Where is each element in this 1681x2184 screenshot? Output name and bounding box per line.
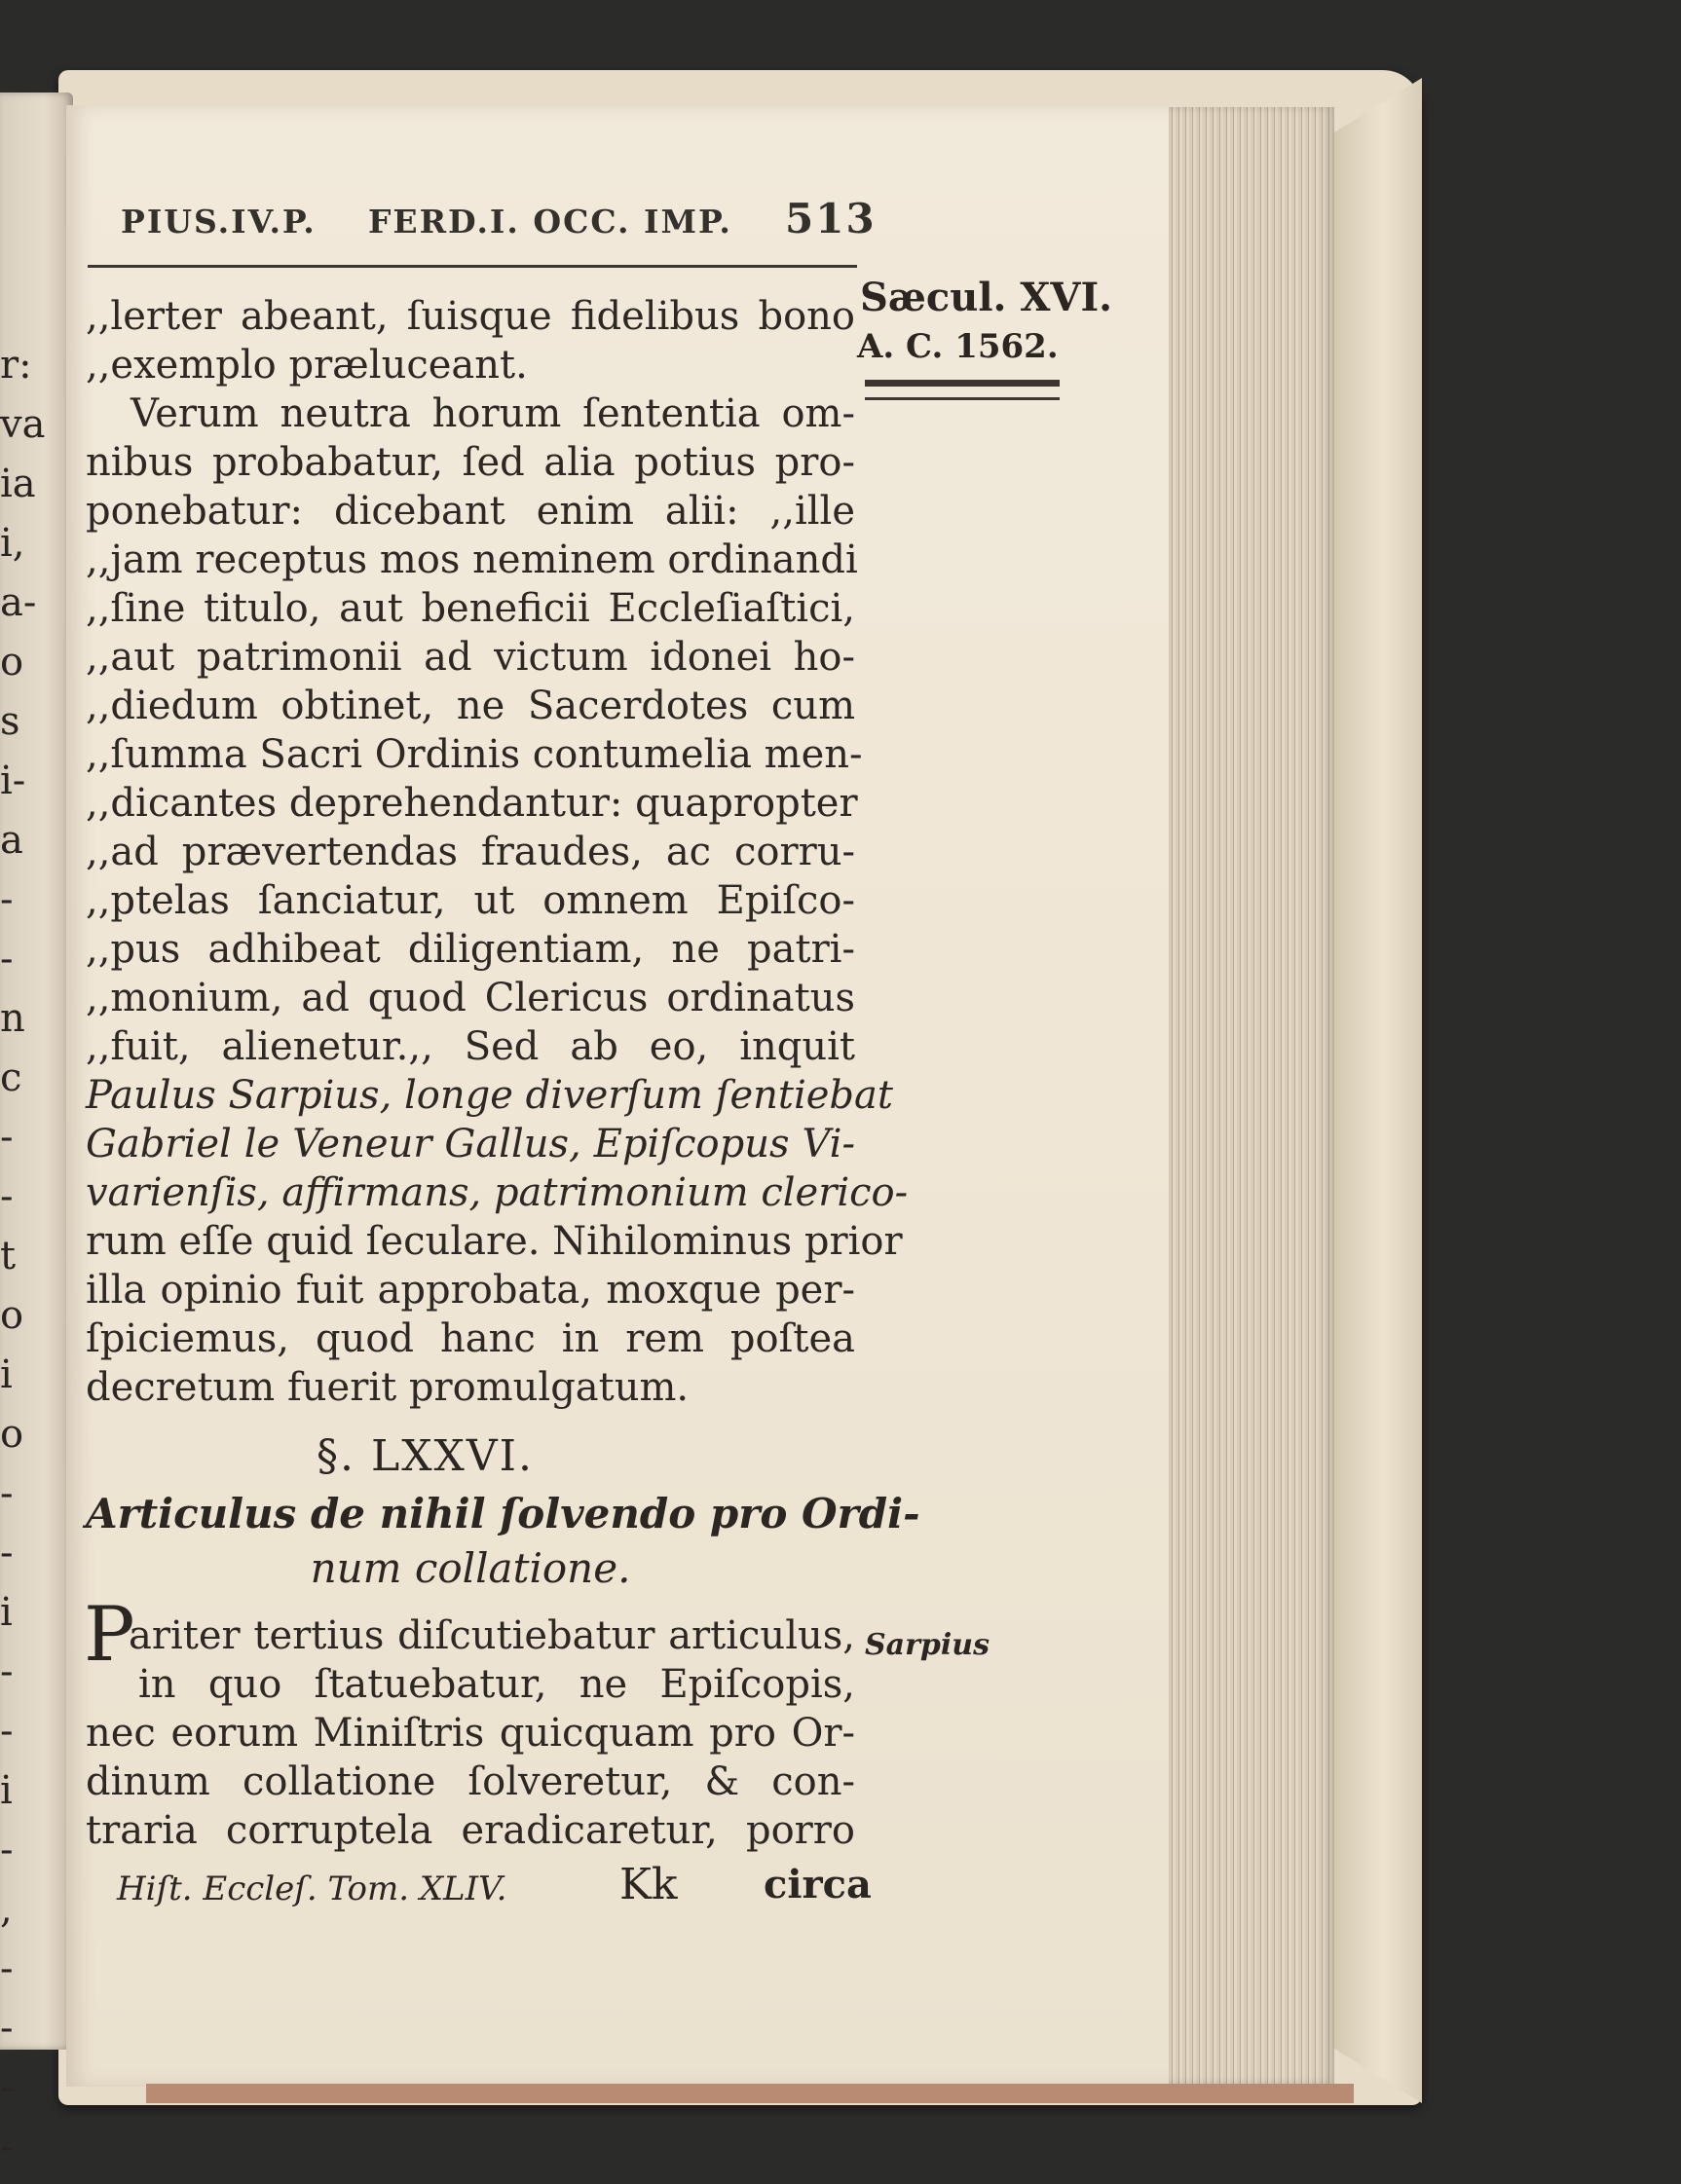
left-page-fragment: c	[0, 1055, 22, 1100]
left-page-fragment: n	[0, 996, 25, 1041]
page-number: 513	[785, 195, 877, 242]
text-line: varienſis, affirmans, patrimonium clerico-	[86, 1170, 909, 1215]
left-page-fragment: -	[0, 1709, 14, 1754]
signature-line: Hiſt. Eccleſ. Tom. XLIV.	[117, 1869, 507, 1908]
left-page-fragment: i-	[0, 759, 26, 803]
running-head-center: FERD.I. OCC. IMP.	[368, 203, 732, 241]
left-page-fragment: -	[0, 1946, 14, 1991]
left-page-fragment: -	[0, 1115, 14, 1160]
left-page-fragment: i	[0, 1352, 13, 1397]
text-line: rum eſſe quid ſeculare. Nihilominus prior	[86, 1219, 903, 1264]
margin-year: A. C. 1562.	[857, 327, 1059, 366]
left-page-fragment: -	[0, 2065, 14, 2110]
left-page-fragment: -	[0, 1531, 14, 1575]
left-page-fragment: -	[0, 1174, 14, 1219]
section-number: §. LXXVI.	[317, 1431, 534, 1481]
running-head-left: PIUS.IV.P.	[121, 203, 317, 241]
text-line: ,,aut patrimonii ad victum idonei ho-	[86, 635, 855, 680]
running-head	[115, 195, 877, 261]
left-page-fragment: r:	[0, 343, 32, 388]
text-line: ſpiciemus, quod hanc in rem poſtea	[86, 1316, 855, 1361]
left-page-fragment: i	[0, 1768, 13, 1813]
text-line: ,,fuit, alienetur.,, Sed ab eo, inquit	[86, 1024, 855, 1069]
left-page-fragment: -	[0, 937, 14, 981]
section-title-line-1: Articulus de nihil ſolvendo pro Ordi-	[86, 1490, 920, 1537]
text-line: ,,ſumma Sacri Ordinis contumelia men-	[86, 732, 863, 777]
left-page-fragment: -	[0, 2125, 14, 2169]
left-page-fragment: va	[0, 402, 46, 447]
left-page-fragment: -	[0, 1828, 14, 1872]
text-line: nibus probabatur, ſed alia potius pro-	[86, 440, 855, 485]
text-line: ,,ptelas ſanciatur, ut omnem Epiſco-	[86, 878, 855, 923]
drop-capital: P	[84, 1591, 135, 1679]
text-line: decretum fuerit promulgatum.	[86, 1365, 690, 1410]
text-line: ariter tertius diſcutiebatur articulus,	[129, 1613, 855, 1658]
left-page-fragment: -	[0, 2006, 14, 2051]
left-page-fragment: ia	[0, 462, 36, 506]
text-line: ,,monium, ad quod Clericus ordinatus	[86, 976, 855, 1020]
text-line: ,,exemplo præluceant.	[86, 343, 528, 388]
catchword: circa	[764, 1862, 872, 1907]
text-line: ,,ad prævertendas fraudes, ac corru-	[86, 830, 855, 874]
left-page-fragment: i,	[0, 521, 25, 566]
left-page-fragment: ,	[0, 1887, 13, 1932]
head-rule	[88, 265, 857, 268]
text-line: nec eorum Miniſtris quicquam pro Or-	[86, 1711, 855, 1756]
signature-mark: Kk	[619, 1860, 678, 1909]
left-page-fragment: o	[0, 1293, 24, 1338]
text-line: ,,diedum obtinet, ne Sacerdotes cum	[86, 684, 855, 728]
left-page-fragment: t	[0, 1234, 17, 1278]
text-line: ponebatur: dicebant enim alii: ,,ille	[86, 489, 855, 534]
text-line: Verum neutra horum ſententia om-	[131, 391, 855, 436]
margin-century: Sæcul. XVI.	[860, 275, 1113, 320]
left-page-fragment: o	[0, 640, 24, 685]
left-page-fragment: o	[0, 1412, 24, 1457]
margin-sarpius: Sarpius	[865, 1628, 990, 1662]
left-page-fragment: s	[0, 699, 20, 744]
text-line: illa opinio fuit approbata, moxque per-	[86, 1268, 855, 1313]
text-line: Gabriel le Veneur Gallus, Epiſcopus Vi-	[86, 1122, 855, 1166]
text-line: ,,lerter abeant, ſuisque fidelibus bono	[86, 294, 855, 339]
text-line: ,,ſine titulo, aut beneficii Eccleſiaſtici,	[86, 586, 855, 631]
text-line: traria corruptela eradicaretur, porro	[86, 1808, 855, 1853]
left-page-fragment: -	[0, 1649, 14, 1694]
left-page-fragment: -	[0, 1471, 14, 1516]
margin-rule-thin	[865, 397, 1060, 400]
left-page-fragment: -	[0, 877, 14, 922]
text-line: dinum collatione ſolveretur, & con-	[86, 1759, 855, 1804]
text-line: ,,dicantes deprehendantur: quapropter	[86, 781, 858, 826]
text-line: Paulus Sarpius, longe diverſum ſentiebat	[86, 1073, 893, 1118]
text-line: in quo ſtatuebatur, ne Epiſcopis,	[138, 1662, 855, 1707]
left-page-fragment: a-	[0, 580, 37, 625]
left-page-fragment: i	[0, 1590, 13, 1635]
text-line: ,,pus adhibeat diligentiam, ne patri-	[86, 927, 855, 972]
margin-rule-thick	[865, 380, 1060, 387]
text-line: ,,jam receptus mos neminem ordinandi	[86, 537, 858, 582]
left-page-fragment: a	[0, 818, 23, 863]
section-title-line-2: num collatione.	[310, 1544, 631, 1592]
